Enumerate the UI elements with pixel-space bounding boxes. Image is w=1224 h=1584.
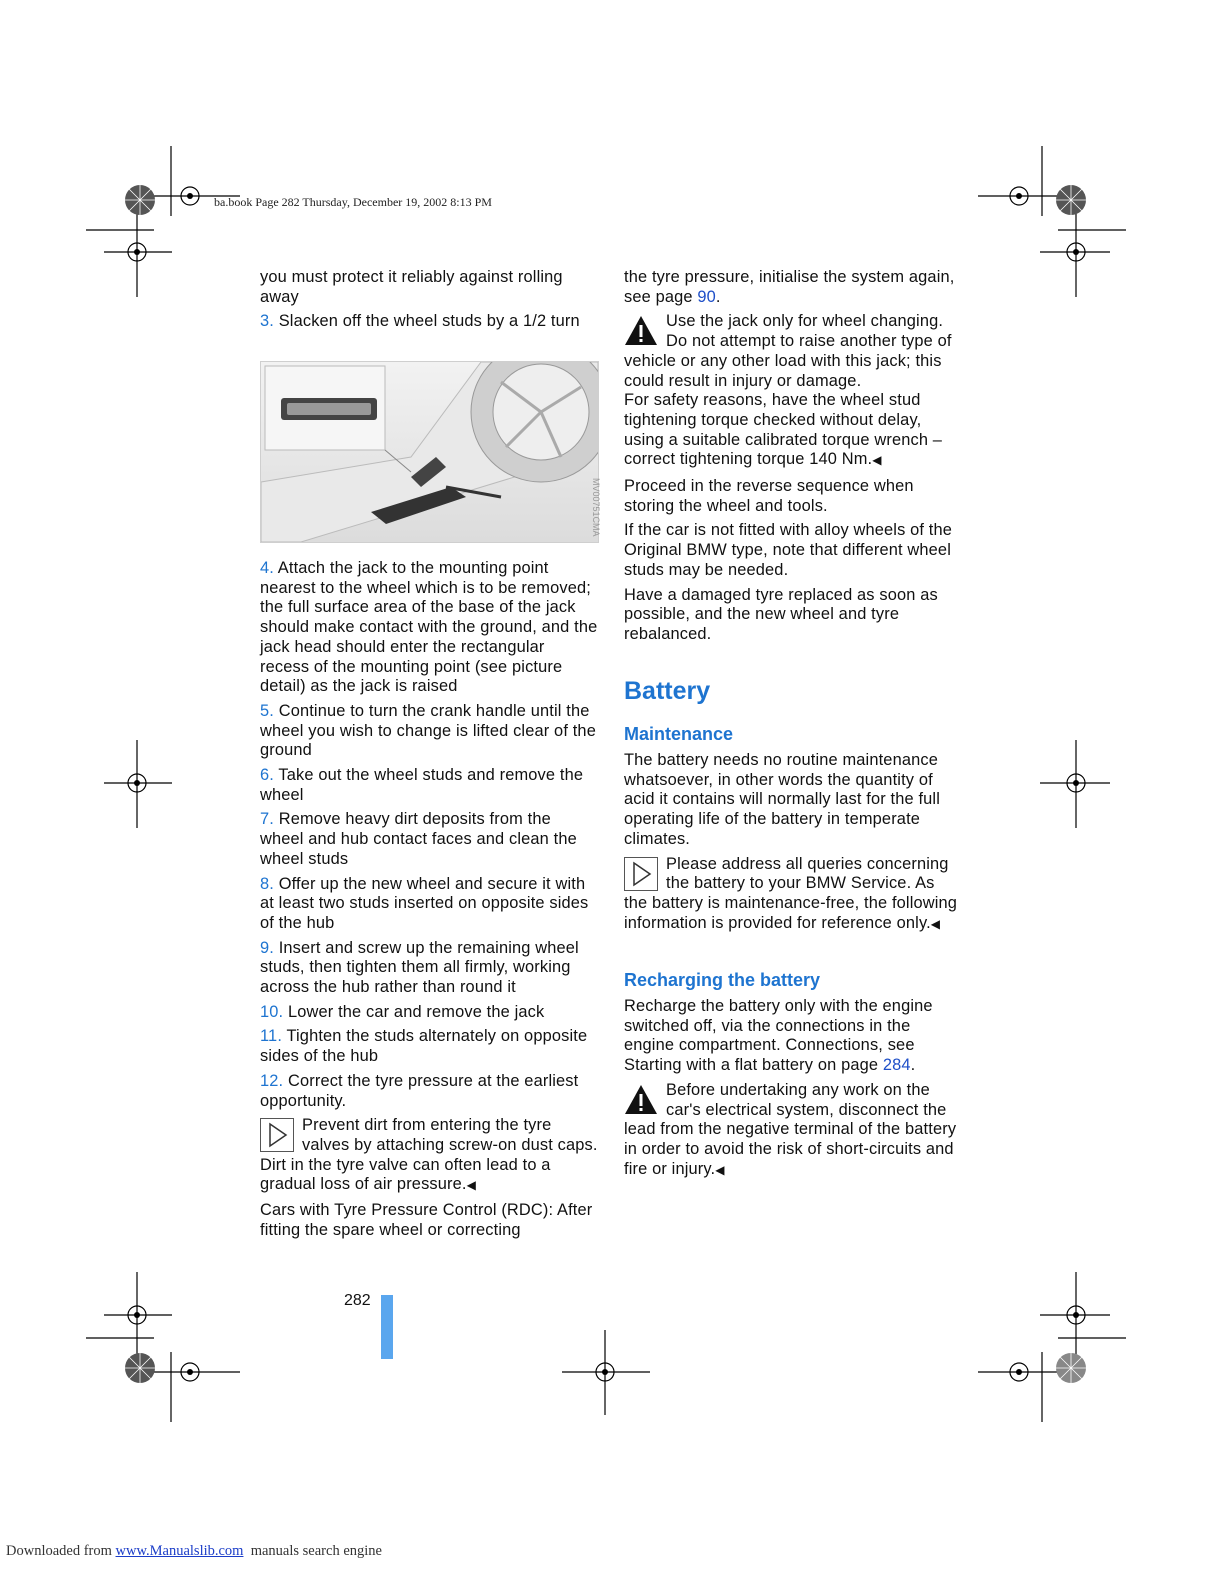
jack-drawing (261, 362, 598, 542)
maintenance-heading: Maintenance (624, 724, 734, 744)
print-header: ba.book Page 282 Thursday, December 19, 2002 8:13 PM (214, 195, 492, 209)
list-item (260, 702, 598, 761)
step-text: Remove heavy dirt deposits from the wheel and hub contact faces and clean the wheel studs (260, 810, 577, 868)
warning-text: Use the jack only for wheel changing. Do not attempt to raise another type of vehicle or any other load with this jack; this could result in injury or damage. (624, 312, 952, 390)
step-number: 10. (260, 1002, 284, 1021)
note-arrow-icon (260, 1118, 294, 1152)
continued-text (624, 268, 962, 307)
step-text: Insert and screw up the remaining wheel studs, then tighten them all firmly, working across the hub rather than round it (260, 938, 579, 997)
footer-suffix: manuals search engine (243, 1543, 382, 1559)
page-90-link[interactable]: 90 (697, 287, 716, 306)
recharging-body: Recharge the battery only with the engine switched off, via the connections in the engine compartment. Connections, see Starting with a flat battery on page (624, 997, 933, 1075)
continued-period: . (715, 287, 721, 306)
note-text: Prevent dirt from entering the tyre valves by attaching screw-on dust caps. Dirt in the tyre valve can often lead to a gradual loss of air pressure. (260, 1116, 598, 1194)
warning-icon (624, 1083, 658, 1117)
damaged-tyre-text: Have a damaged tyre replaced as soon as possible, and the new wheel and tyre rebalanced. (624, 585, 938, 643)
list-item (260, 810, 598, 869)
warning-text: Before undertaking any work on the car's electrical system, disconnect the lead from the negative terminal of the battery in order to avoid the risk of short-circuits and fire or injury. (624, 1080, 957, 1178)
step-text: Attach the jack to the mounting point nearest to the wheel which is to be removed; the full surface area of the base of the jack should make contact with the ground, and the jack head should enter the rectangular recess of the mounting point (see picture detail) as the jack is raised (260, 559, 598, 696)
list-item (260, 1003, 598, 1023)
manualslib-link[interactable]: www.Manualslib.com (115, 1543, 244, 1559)
list-item (260, 1027, 598, 1066)
electrical-warning (624, 1081, 962, 1181)
step-number: 7. (260, 810, 274, 829)
recharging-text (624, 997, 962, 1076)
end-mark-icon: ◀ (872, 453, 882, 468)
warning-icon (624, 314, 658, 348)
list-item (260, 1072, 598, 1111)
jack-illustration (260, 361, 599, 543)
step-text: Correct the tyre pressure at the earliest opportunity. (260, 1071, 579, 1110)
step-text: Take out the wheel studs and remove the wheel (260, 766, 584, 804)
step-number: 3. (260, 312, 274, 331)
step-text: Slacken off the wheel studs by a 1/2 turn (278, 312, 580, 331)
step-number: 5. (260, 701, 274, 720)
note-text: Please address all queries concerning the battery to your BMW Service. As the battery is maintenance-free, the following information is provided for reference only. (624, 854, 958, 932)
end-mark-icon: ◀ (466, 1178, 476, 1193)
list-item (260, 559, 598, 697)
torque-text: For safety reasons, have the wheel stud tightening torque checked without delay, using a suitable calibrated torque wrench – correct tightening torque 140 Nm. (624, 391, 943, 469)
alloy-text: If the car is not fitted with alloy wheels of the Original BMW type, note that different wheel studs may be needed. (624, 521, 953, 579)
step-number: 12. (260, 1071, 284, 1090)
recharging-heading: Recharging the battery (624, 970, 821, 990)
download-footer (6, 1543, 382, 1560)
step-text: Continue to turn the crank handle until the wheel you wish to change is lifted clear of the ground (260, 701, 596, 760)
step-number: 4. (260, 559, 274, 577)
reverse-text: Proceed in the reverse sequence when storing the wheel and tools. (624, 477, 914, 515)
recharging-section (624, 997, 962, 1180)
end-mark-icon: ◀ (930, 916, 941, 931)
figure-code: MV00751CMA (591, 478, 601, 537)
right-column (624, 268, 962, 650)
steps-list (260, 559, 598, 1246)
recharging-period: . (910, 1056, 916, 1075)
footer-prefix: Downloaded from (6, 1543, 116, 1559)
step-number: 9. (260, 938, 274, 957)
step-text: Offer up the new wheel and secure it with at least two studs inserted on opposite sides of the hub (260, 874, 589, 932)
page-number: 282 (344, 1292, 371, 1309)
end-mark-icon: ◀ (715, 1162, 725, 1177)
step-3 (260, 312, 598, 332)
maintenance-text: The battery needs no routine maintenance whatsoever, in other words the quantity of acid it contains will normally last for the full operating life of the battery in temperate climates. (624, 751, 941, 848)
dust-cap-note (260, 1116, 598, 1196)
step-number: 8. (260, 874, 274, 893)
step-number: 11. (260, 1027, 283, 1046)
jack-warning (624, 312, 962, 471)
step-number: 6. (260, 766, 274, 785)
note-arrow-icon (624, 857, 658, 891)
rdc-text: Cars with Tyre Pressure Control (RDC): After fitting the spare wheel or correcting (260, 1201, 593, 1239)
list-item (260, 875, 598, 934)
maintenance-note (624, 855, 962, 935)
left-column (260, 268, 598, 337)
page-tab (381, 1295, 393, 1359)
maintenance-section (624, 751, 962, 934)
list-item (260, 766, 598, 805)
step-text: Tighten the studs alternately on opposite sides of the hub (260, 1027, 588, 1066)
battery-heading: Battery (624, 677, 711, 705)
continued-body: the tyre pressure, initialise the system again, see page (624, 268, 955, 306)
intro-text: you must protect it reliably against rolling away (260, 268, 563, 306)
page-284-link[interactable]: 284 (882, 1056, 911, 1075)
list-item (260, 939, 598, 998)
step-text: Lower the car and remove the jack (287, 1002, 545, 1021)
